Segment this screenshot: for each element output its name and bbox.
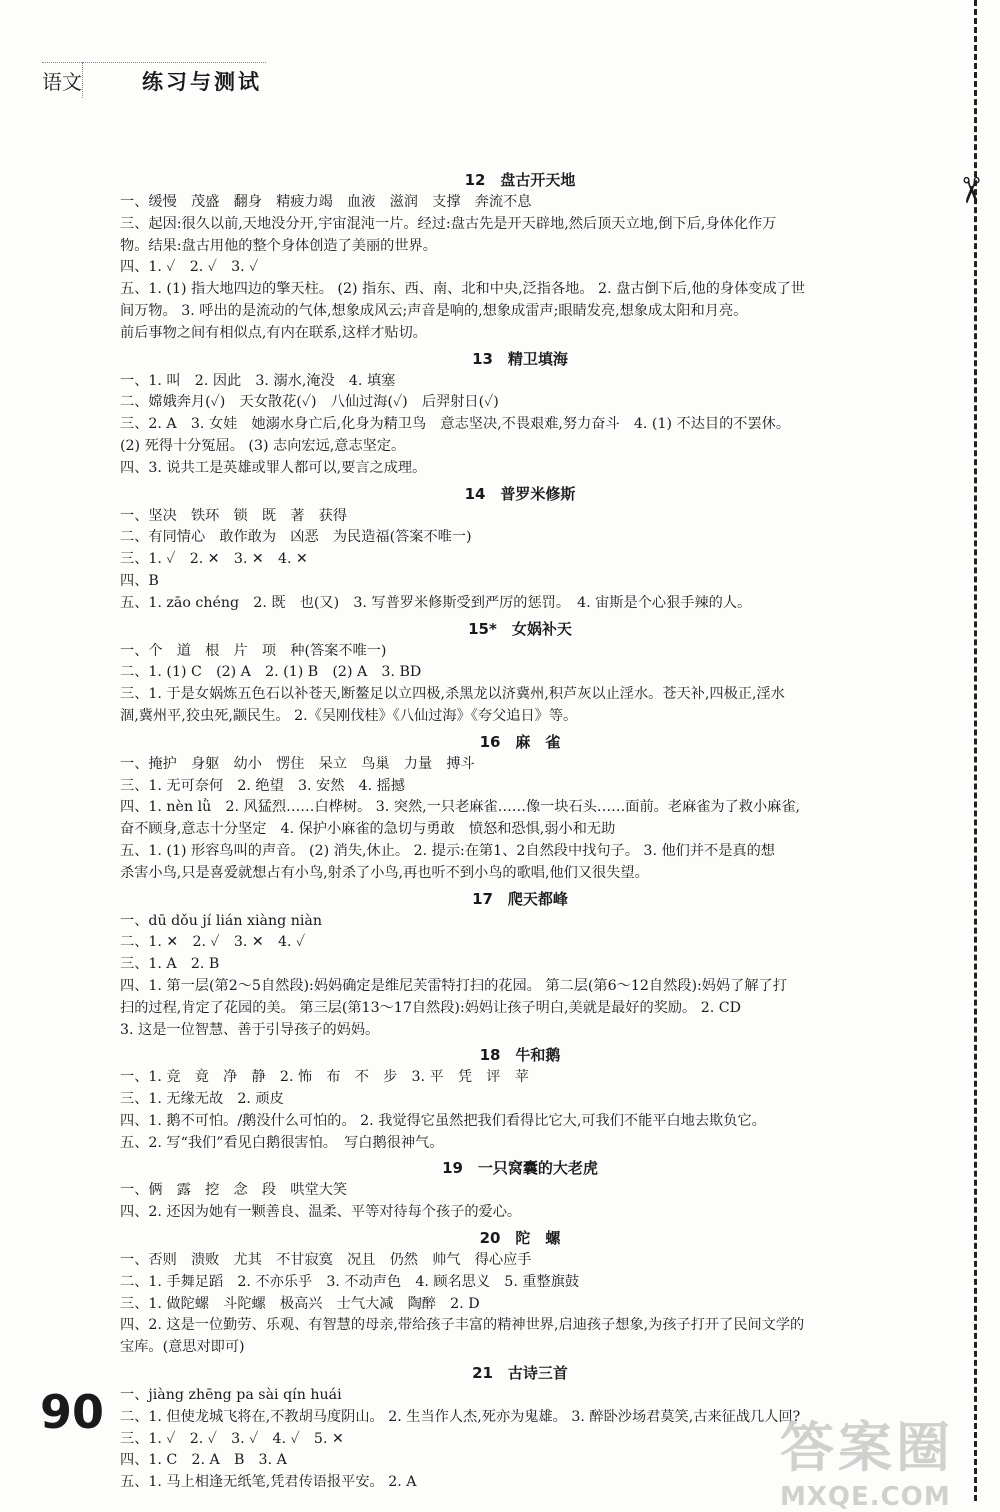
answer-line: 二、1. ✕ 2. ✓ 3. ✕ 4. ✓ — [120, 934, 306, 951]
answer-line: 五、1. (1) 指大地四边的擎天柱。 (2) 指东、西、南、北和中央,泛指各地。 2. 盘古倒下后,他的身体变成了世 — [120, 281, 806, 298]
answer-line: 五、1. zāo chéng 2. 既 也(又) 3. 写普罗米修斯受到严厉的惩罚。 4. 宙斯是个心狠手辣的人。 — [120, 594, 752, 611]
answer-line: 奋不顾身,意志十分坚定 4. 保护小麻雀的急切与勇敢 愤怒和恐惧,弱小和无助 — [120, 821, 616, 838]
page-number: 90 — [40, 1385, 105, 1439]
answer-line: 扫的过程,肯定了花园的美。 第三层(第13～17自然段):妈妈让孩子明白,美就是最好的奖励。 2. CD — [120, 999, 742, 1016]
answer-line: 二、嫦娥奔月(✓) 天女散花(✓) 八仙过海(✓) 后羿射日(✓) — [120, 394, 499, 411]
section-title: 17 爬天都峰 — [472, 889, 568, 908]
answer-section — [120, 347, 920, 480]
answer-line: 一、否则 溃败 尤其 不甘寂寞 况且 仍然 帅气 得心应手 — [120, 1252, 532, 1269]
answer-line: 杀害小鸟,只是喜爱就想占有小鸟,射杀了小鸟,再也听不到小鸟的歌唱,他们又很失望。 — [120, 864, 649, 881]
answer-line: 四、1. ✓ 2. ✓ 3. ✓ — [120, 259, 259, 276]
scissors-icon: ✂ — [949, 175, 991, 206]
subject-tag: 语文 — [42, 70, 82, 94]
book-title: 练习与测试 — [142, 70, 262, 94]
answer-line: 三、1. A 2. B — [120, 956, 220, 973]
page-header — [38, 62, 268, 102]
answer-line: 三、1. 于是女娲炼五色石以补苍天,断鳌足以立四极,杀黑龙以济冀州,积芦灰以止淫水。苍天补,四极正,淫水 — [120, 686, 785, 703]
answer-line: 3. 这是一位智慧、善于引导孩子的妈妈。 — [120, 1021, 380, 1038]
answer-line: 五、1. (1) 形容鸟叫的声音。 (2) 消失,休止。 2. 提示:在第1、2自然段中找句子。 3. 他们并不是真的想 — [120, 842, 775, 859]
answer-line: 涸,冀州平,狡虫死,颛民生。 2.《吴刚伐桂》《八仙过海》《夸父追日》等。 — [120, 707, 578, 724]
section-title: 15* 女娲补天 — [468, 619, 572, 638]
answer-section — [120, 617, 920, 728]
answer-line: 二、1. 手舞足蹈 2. 不亦乐乎 3. 不动声色 4. 顾名思义 5. 重整旗鼓 — [120, 1273, 580, 1290]
answer-line: 二、有同情心 敢作敢为 凶恶 为民造福(答案不唯一) — [120, 529, 472, 546]
section-title: 12 盘古开天地 — [464, 171, 576, 189]
answer-section — [120, 730, 920, 885]
answer-line: 前后事物之间有相似点,有内在联系,这样才贴切。 — [120, 324, 427, 341]
answer-section — [120, 1226, 920, 1359]
answer-line: 间万物。 3. 呼出的是流动的气体,想象成风云;声音是响的,想象成雷声;眼睛发亮,想象成太阳和月亮。 — [120, 302, 748, 319]
answer-line: 四、2. 这是一位勤劳、乐观、有智慧的母亲,带给孩子丰富的精神世界,启迪孩子想象,为孩子打开了民间文学的 — [120, 1317, 805, 1334]
section-title: 19 一只窝囊的大老虎 — [442, 1159, 598, 1178]
answer-line: 一、掩护 身躯 幼小 愣住 呆立 鸟巢 力量 搏斗 — [120, 755, 475, 772]
section-title: 18 牛和鹅 — [479, 1046, 561, 1065]
answer-line: 三、1. ✓ 2. ✕ 3. ✕ 4. ✕ — [120, 551, 308, 568]
answer-line: 物。结果:盘古用他的整个身体创造了美丽的世界。 — [120, 237, 437, 254]
answer-line: (2) 死得十分冤屈。 (3) 志向宏远,意志坚定。 — [120, 437, 406, 454]
section-title: 13 精卫填海 — [472, 349, 568, 368]
answer-section — [120, 482, 920, 615]
answer-line: 三、1. 无可奈何 2. 绝望 3. 安然 4. 摇撼 — [120, 777, 405, 794]
answer-line: 三、1. 无缘无故 2. 顽皮 — [120, 1091, 284, 1108]
section-title: 16 麻 雀 — [479, 732, 561, 751]
answer-line: 一、缓慢 茂盛 翻身 精疲力竭 血液 滋润 支撑 奔流不息 — [120, 194, 532, 210]
answer-line: 四、3. 说共工是英雄或罪人都可以,要言之成理。 — [120, 459, 427, 476]
watermark-text: 答案圈 — [780, 1416, 954, 1479]
answer-line: 一、1. 竞 竟 净 静 2. 怖 布 不 步 3. 平 凭 评 苹 — [120, 1069, 529, 1086]
answer-line: 一、俩 露 挖 念 段 哄堂大笑 — [120, 1182, 348, 1199]
answer-line: 四、1. C 2. A B 3. A — [120, 1452, 287, 1469]
answer-line: 二、1. (1) C (2) A 2. (1) B (2) A 3. BD — [120, 664, 422, 681]
answer-line: 二、1. 但使龙城飞将在,不教胡马度阴山。 2. 生当作人杰,死亦为鬼雄。 3. 醉卧沙场君莫笑,古来征战几人回? — [120, 1408, 801, 1425]
answer-section — [120, 1156, 920, 1224]
header-dotted-rule — [42, 62, 266, 63]
answer-content — [120, 168, 920, 1496]
watermark-logo — [780, 1405, 954, 1512]
answer-line: 四、1. 鹅不可怕。/鹅没什么可怕的。 2. 我觉得它虽然把我们看得比它大,可我们不能平白地去欺负它。 — [120, 1112, 766, 1129]
answer-line: 三、2. A 3. 女娃 她溺水身亡后,化身为精卫鸟 意志坚决,不畏艰难,努力奋斗 4. (1) 不达目的不罢休。 — [120, 416, 791, 433]
answer-line: 四、1. 第一层(第2～5自然段):妈妈确定是维尼芙雷特打扫的花园。 第二层(第6～12自然段):妈妈了解了打 — [120, 977, 787, 994]
answer-line: 一、个 道 根 片 项 种(答案不唯一) — [120, 642, 387, 659]
cut-line — [974, 0, 977, 1501]
answer-line: 一、坚决 铁环 锁 既 著 获得 — [120, 507, 348, 524]
answer-line: 五、2. 写“我们”看见白鹅很害怕。 写白鹅很神气。 — [120, 1134, 444, 1151]
answer-section — [120, 1043, 920, 1154]
answer-line: 四、B — [120, 572, 159, 589]
answer-line: 宝库。(意思对即可) — [120, 1339, 245, 1356]
answer-line: 四、1. nèn lǜ 2. 风猛烈……白桦树。 3. 突然,一只老麻雀……像一块石头……面前。老麻雀为了救小麻雀, — [120, 799, 801, 816]
answer-section — [120, 887, 920, 1042]
answer-line: 一、dū dǒu jí lián xiàng niàn — [120, 912, 322, 929]
answer-line: 一、jiàng zhēng pa sài qín huái — [120, 1387, 342, 1404]
section-title: 20 陀 螺 — [479, 1229, 561, 1248]
watermark-url: MXQE.COM — [780, 1482, 951, 1512]
section-title: 21 古诗三首 — [472, 1364, 568, 1383]
answer-line: 五、1. 马上相逢无纸笔,凭君传语报平安。 2. A — [120, 1474, 417, 1491]
answer-line: 三、起因:很久以前,天地没分开,宇宙混沌一片。经过:盘古先是开天辟地,然后顶天立地,倒下后,身体化作万 — [120, 215, 777, 232]
answer-section — [120, 168, 920, 345]
answer-line: 四、2. 还因为她有一颗善良、温柔、平等对待每个孩子的爱心。 — [120, 1204, 522, 1221]
answer-line: 三、1. ✓ 2. ✓ 3. ✓ 4. ✓ 5. ✕ — [120, 1430, 344, 1447]
header-divider — [82, 62, 83, 98]
section-title: 14 普罗米修斯 — [464, 484, 576, 503]
answer-line: 一、1. 叫 2. 因此 3. 溺水,淹没 4. 填塞 — [120, 372, 396, 389]
answer-line: 三、1. 做陀螺 斗陀螺 极高兴 士气大减 陶醉 2. D — [120, 1295, 480, 1312]
